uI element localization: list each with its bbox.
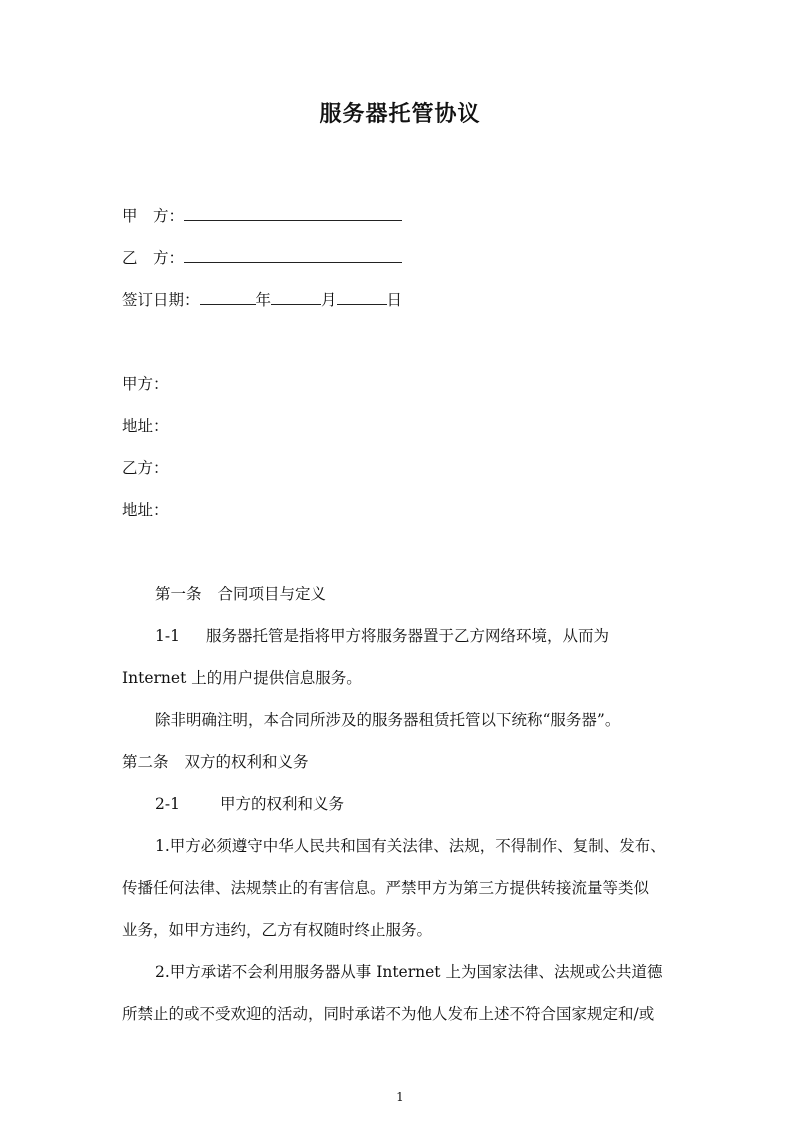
clause-1-1-text-a: 服务器托管是指将甲方将服务器置于乙方网络环境，从而为 [205,627,609,645]
day-blank[interactable] [337,290,387,305]
clause-1-1-number: 1-1 [155,627,180,645]
article-1-heading [155,584,326,604]
clause-1-1-line-1 [155,626,609,646]
sign-date-label: 签订日期： [122,291,200,309]
item-1-line-2: 传播任何法律、法规禁止的有害信息。严禁甲方为第三方提供转接流量等类似 [122,879,650,897]
item-2-line-1: 2.甲方承诺不会利用服务器从事 Internet 上为国家法律、法规或公共道德 [155,963,663,981]
article-2-heading [122,752,309,772]
article-2-title: 双方的权利和义务 [184,753,309,771]
party-a-line [122,206,402,226]
month-blank[interactable] [271,290,321,305]
article-1-title: 合同项目与定义 [217,585,327,603]
clause-2-1-heading [155,794,344,814]
party-a-heading: 甲方： [122,375,169,393]
party-b-heading: 乙方： [122,459,169,477]
address-a: 地址： [122,417,169,435]
party-b-label: 乙 方： [122,249,185,267]
item-2-line-2: 所禁止的或不受欢迎的活动，同时承诺不为他人发布上述不符合国家规定和/或 [122,1005,655,1023]
address-b: 地址： [122,501,169,519]
party-a-label: 甲 方： [122,207,185,225]
day-label: 日 [386,291,403,309]
party-b-blank[interactable] [184,248,402,263]
year-blank[interactable] [200,290,256,305]
document-title: 服务器托管协议 [319,102,481,127]
page-number: 1 [396,1090,404,1104]
article-1-number: 第一条 [155,585,202,603]
clause-2-1-title: 甲方的权利和义务 [219,795,344,813]
article-2-number: 第二条 [122,753,169,771]
item-1-line-1: 1.甲方必须遵守中华人民共和国有关法律、法规，不得制作、复制、发布、 [155,837,666,855]
clause-1-1-note: 除非明确注明，本合同所涉及的服务器租赁托管以下统称“服务器”。 [155,711,621,729]
party-a-blank[interactable] [184,206,402,221]
month-label: 月 [321,291,337,309]
clause-1-1-text-b: Internet 上的用户提供信息服务。 [122,669,362,687]
year-label: 年 [255,291,272,309]
clause-2-1-number: 2-1 [155,795,180,813]
item-1-line-3: 业务，如甲方违约，乙方有权随时终止服务。 [122,921,433,939]
party-b-line [122,248,402,268]
sign-date-line [122,290,402,310]
